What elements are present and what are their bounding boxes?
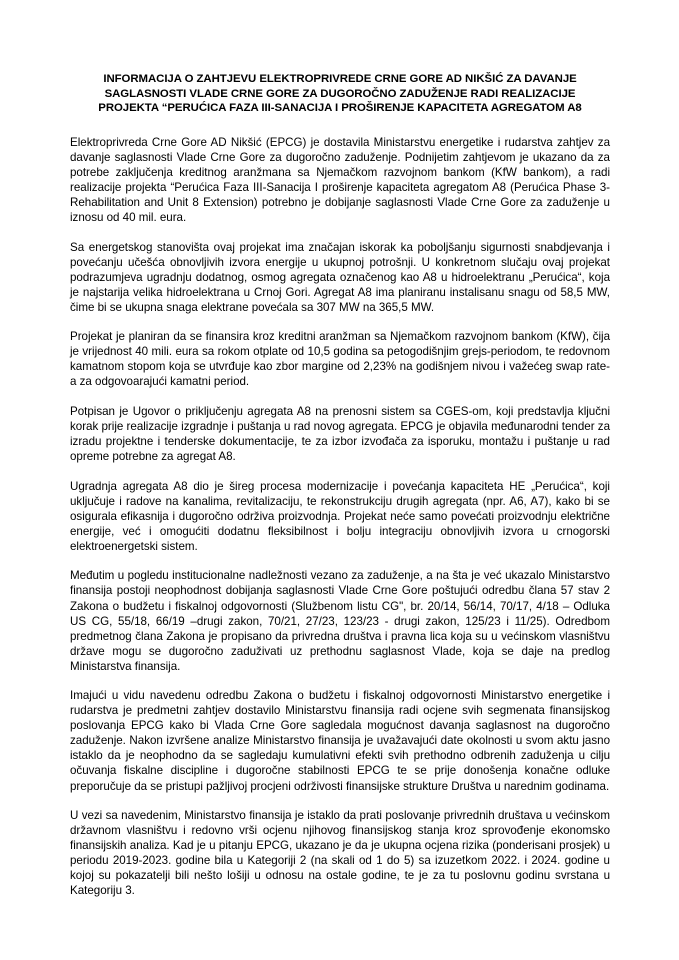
paragraph: Međutim u pogledu institucionalne nadležnosti vezano za zaduženje, a na šta je već ukazalo Ministarstvo finansija postoji neophodnost dobijanja saglasnosti Vlade Crne Gore poštujući odredbu člana 57 stav 2 Zakona o budžetu i fiskalnoj odgovornosti (Službenom listu CG", br. 20/14, 56/14, 70/17, 4/18 – Odluka US CG, 55/18, 66/19 –drugi zakon, 70/21, 27/23, 123/23 - drugi zakon, 125/23 i 11/25). Odredbom predmetnog člana Zakona je propisano da privredna društva i pravna lica koja su u većinskom vlasništvu države mogu se dugoročno zaduživati uz prethodnu saglasnost Vlade, koja se daje na predlog Ministarstva finansija. bbox=[70, 569, 610, 673]
paragraph: Projekat je planiran da se finansira kroz kreditni aranžman sa Njemačkom razvojnom bankom (KfW), čija je vrijednost 40 mili. eura sa rokom otplate od 10,5 godina sa petogodišnjim grejs-periodom, te redovnom kamatnom stopom koja se utvrđuje kao zbor margine od 2,23% na godišnjem nivou i važećeg swap rate-a za odgovoarajući kamatni period. bbox=[70, 330, 610, 389]
paragraph: Potpisan je Ugovor o priključenju agregata A8 na prenosni sistem sa CGES-om, koji predstavlja ključni korak prije realizacije izgradnje i puštanja u rad novog agregata. EPCG je objavila međunarodni tender za izradu projektne i tenderske dokumentacije, te za izbor izvođača za isporuku, montažu i puštanje u rad opreme potrebne za agregat A8. bbox=[70, 404, 610, 464]
paragraph: Ugradnja agregata A8 dio je šireg procesa modernizacije i povećanja kapaciteta HE „Perućica“, koji uključuje i radove na kanalima, revitalizaciju, te rekonstrukciju drugih agregata (npr. A6, A7), kako bi se osigurala efikasnija i dugoročno održiva proizvodnja. Projekat neće samo povećati proizvodnju električne energije, već i omogućiti dodatnu fleksibilnost i bolju integraciju obnovljivih izvora u crnogorski elektroenergetski sistem. bbox=[70, 479, 610, 553]
document-title: INFORMACIJA O ZAHTJEVU ELEKTROPRIVREDE CRNE GORE AD NIKŠIĆ ZA DAVANJE SAGLASNOSTI VLADE CRNE GORE ZA DUGOROČNO ZADUŽENJE RADI REALIZACIJE PROJEKTA “PERUĆICA FAZA III-SANACIJA I PROŠIRENJE KAPACITETA AGREGATOM A8 bbox=[98, 73, 582, 115]
paragraph: Elektroprivreda Crne Gore AD Nikšić (EPCG) je dostavila Ministarstvu energetike i rudarstva zahtjev za davanje saglasnosti Vlade Crne Gore za dugoročno zaduženje. Podnijetim zahtjevom je ukazano da za potrebe zaključenja kreditnog aranžmana sa Njemačkom razvojnom bankom (KfW bankom), a radi realizacije projekta “Perućica Faza III-Sanacija I proširenje kapaciteta agregatom A8 (Perućica Phase 3-Rehabilitation and Unit 8 Extension) potrebno je dobijanje saglasnosti Vlade Crne Gore za zaduženje u iznosu od 40 mil. eura. bbox=[70, 135, 610, 225]
paragraph: Sa energetskog stanovišta ovaj projekat ima značajan iskorak ka poboljšanju sigurnosti snabdjevanja i povećanju učešća obnovljivih izvora energije u ukupnoj potrošnji. U konkretnom slučaju ovaj projekat podrazumjeva ugradnju dodatnog, osmog agregata označenog kao A8 u hidroelektranu „Perućica“, koja je najstarija velika hidroelektrana u Crnoj Gori. Agregat A8 ima planiranu instalisanu snagu od 58,5 MW, čime bi se ukupna snaga elektrane povećala sa 307 MW na 365,5 MW. bbox=[70, 240, 610, 314]
paragraph: U vezi sa navedenim, Ministarstvo finansija je istaklo da prati poslovanje privrednih društava u većinskom državnom vlasništvu i redovno vrši ocjenu njihovog finansijskog stanja kroz sprovođenje ekonomsko finansijskih analiza. Kad je u pitanju EPCG, ukazano je da je ukupna ocjena rizika (ponderisani prosjek) u periodu 2019-2023. godine bila u Kategoriji 2 (na skali od 1 do 5) sa izuzetkom 2022. i 2024. godine u kojoj su pokazatelji bili nešto lošiji u odnosu na ostale godine, te je za tu poslovnu godinu svrstana u Kategoriju 3. bbox=[70, 809, 610, 898]
paragraph: Imajući u vidu navedenu odredbu Zakona o budžetu i fiskalnoj odgovornosti Ministarstvo energetike i rudarstva je predmetni zahtjev dostavilo Ministarstvu finansija radi ocjene svih segmenata finansijskog poslovanja EPCG kako bi Vlada Crne Gore sagledala mogućnost davanja saglasnost na dugoročno zaduženje. Nakon izvršene analize Ministarstvo finansija je uvažavajući date okolnosti u svom aktu jasno istaklo da je neophodno da se sagledaju kumulativni efekti svih prethodno odbrenih zaduženja u cilju očuvanja fiskalne discipline i dugoročne stabilnosti EPCG te se prije donošenja konačne odluke preporučuje da se pristupi pažljivoj procjeni održivosti finansijske strukture Društva u narednim godinama. bbox=[70, 689, 610, 793]
document-body bbox=[70, 135, 610, 899]
